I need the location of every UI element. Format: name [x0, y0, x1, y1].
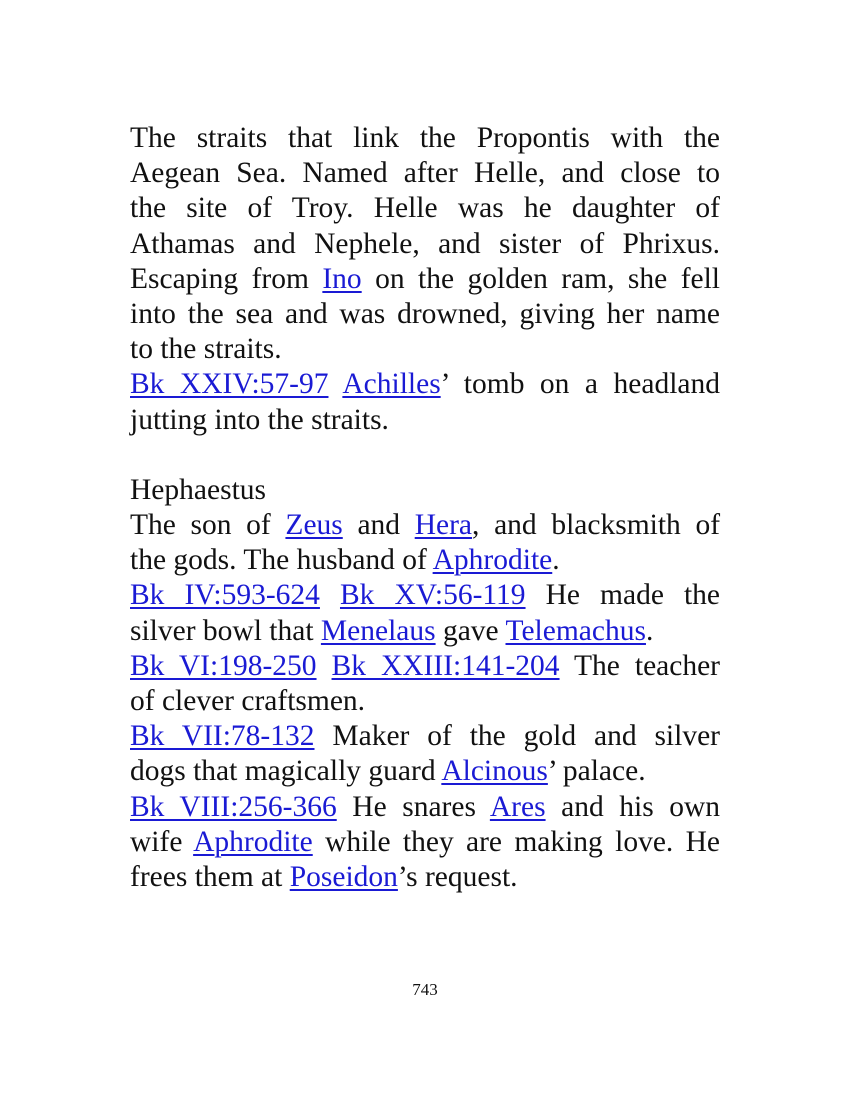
text-span: wife: [130, 825, 183, 858]
link-menelaus[interactable]: Menelaus: [320, 614, 436, 647]
text-span: while they are making love. He: [325, 825, 720, 858]
text-line: [130, 508, 720, 543]
link-hera[interactable]: Hera: [414, 509, 473, 542]
text-line: [130, 860, 720, 895]
page-number: 743: [412, 980, 438, 999]
link-aphrodite-2[interactable]: Aphrodite: [193, 825, 313, 858]
text-line: into the sea and was drowned, giving her name: [130, 297, 720, 330]
text-span: Maker of the gold and silver: [332, 720, 720, 753]
text-line: [130, 790, 720, 825]
text-span: dogs that magically guard: [130, 755, 436, 788]
text-span: gave: [442, 614, 499, 647]
text-line: [130, 262, 720, 297]
text-span: Escaping from: [130, 262, 309, 295]
text-line: The straits that link the Propontis with the: [130, 122, 720, 154]
text-span: ’s request.: [397, 860, 518, 893]
text-line: [130, 578, 720, 613]
link-bk-vi-198-250[interactable]: Bk VI:198-250: [130, 649, 317, 682]
link-bk-xv-56-119[interactable]: Bk XV:56-119: [339, 579, 526, 612]
text-span: and his own: [561, 790, 721, 823]
text-line: [130, 649, 720, 684]
link-bk-iv-593-624[interactable]: Bk IV:593-624: [130, 579, 320, 612]
text-line: of clever craftsmen.: [130, 685, 366, 717]
text-line: [130, 719, 720, 754]
text-span: frees them at: [130, 860, 283, 893]
text-line: jutting into the straits.: [130, 403, 389, 436]
text-span: and: [357, 509, 401, 542]
text-line: the site of Troy. Helle was he daughter of: [130, 192, 720, 225]
document-body: [130, 121, 720, 895]
link-aphrodite[interactable]: Aphrodite: [432, 544, 553, 577]
text-span: , and blacksmith of: [472, 509, 721, 542]
text-span: on the golden ram, she fell: [375, 262, 721, 295]
text-span: silver bowl that: [130, 614, 314, 647]
text-span: .: [645, 614, 654, 647]
text-span: He made the: [545, 579, 720, 612]
text-line: [130, 367, 720, 402]
text-span: He snares: [352, 790, 476, 823]
blank-line: [130, 438, 720, 473]
text-line: [130, 543, 720, 578]
text-span: ’ tomb on a headland: [440, 368, 720, 401]
text-line: [130, 825, 720, 860]
text-line: to the straits.: [130, 333, 282, 366]
link-ino[interactable]: Ino: [322, 262, 362, 295]
text-line: Athamas and Nephele, and sister of Phrixus.: [130, 227, 720, 260]
text-line: [130, 754, 720, 789]
link-zeus[interactable]: Zeus: [285, 509, 343, 542]
link-telemachus[interactable]: Telemachus: [505, 614, 646, 647]
text-span: The teacher: [574, 649, 721, 682]
link-achilles[interactable]: Achilles: [342, 368, 441, 401]
link-bk-viii-256-366[interactable]: Bk VIII:256-366: [130, 790, 337, 823]
link-bk-vii-78-132[interactable]: Bk VII:78-132: [130, 720, 315, 753]
text-span: the gods. The husband of: [130, 544, 427, 577]
text-span: The son of: [130, 509, 271, 542]
text-span: .: [552, 544, 560, 577]
link-ares[interactable]: Ares: [489, 790, 546, 823]
link-bk-xxiv-57-97[interactable]: Bk XXIV:57-97: [130, 368, 329, 401]
link-poseidon[interactable]: Poseidon: [289, 860, 398, 893]
text-line: Aegean Sea. Named after Helle, and close to: [130, 157, 720, 190]
link-alcinous[interactable]: Alcinous: [441, 755, 548, 788]
entry-heading: Hephaestus: [130, 473, 266, 506]
text-span: ’ palace.: [547, 755, 646, 788]
link-bk-xxiii-141-204[interactable]: Bk XXIII:141-204: [331, 649, 560, 682]
text-line: [130, 614, 720, 649]
